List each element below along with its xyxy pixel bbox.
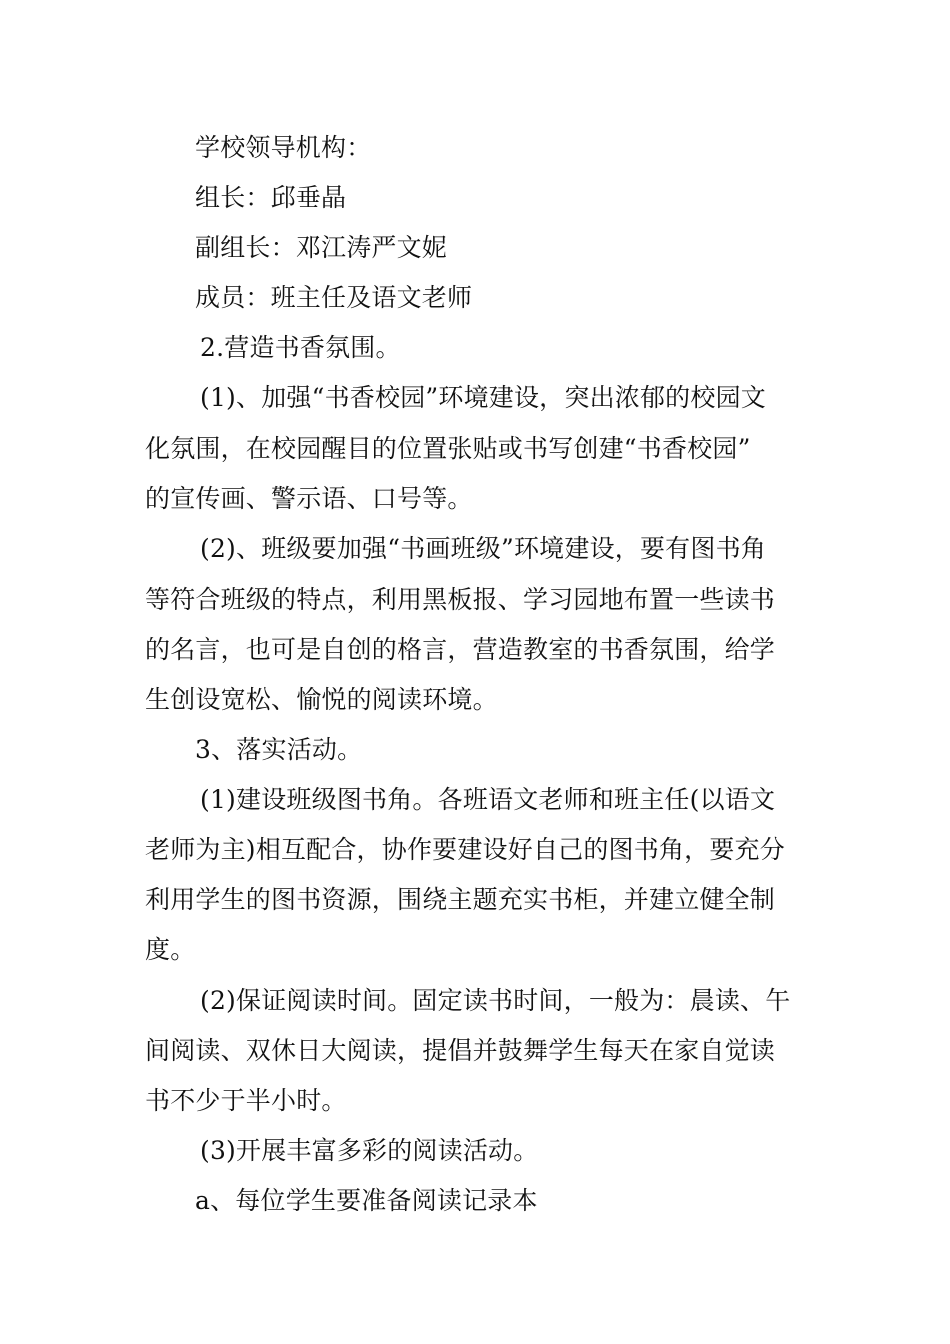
text-line: (1)、加强“书香校园”环境建设，突出浓郁的校园文 xyxy=(200,383,766,412)
text-line: 组长：邱垂晶 xyxy=(195,183,347,212)
text-line: 书不少于半小时。 xyxy=(145,1086,347,1115)
text-line: (2)、班级要加强“书画班级”环境建设，要有图书角 xyxy=(200,534,766,563)
text-line: 生创设宽松、愉悦的阅读环境。 xyxy=(145,685,498,714)
section-heading: 3、落实活动。 xyxy=(195,735,363,764)
text-line: (2)保证阅读时间。固定读书时间，一般为：晨读、午 xyxy=(200,986,791,1015)
text-line: 成员：班主任及语文老师 xyxy=(195,283,473,312)
text-line: 老师为主)相互配合，协作要建设好自己的图书角，要充分 xyxy=(145,835,785,864)
text-line: 的名言，也可是自创的格言，营造教室的书香氛围，给学 xyxy=(145,635,776,664)
text-line: 等符合班级的特点，利用黑板报、学习园地布置一些读书 xyxy=(145,585,776,614)
text-line: (3)开展丰富多彩的阅读活动。 xyxy=(200,1136,539,1165)
text-line: 副组长：邓江涛严文妮 xyxy=(195,233,448,262)
text-line: (1)建设班级图书角。各班语文老师和班主任(以语文 xyxy=(200,785,776,814)
section-heading: 2.营造书香氛围。 xyxy=(200,333,401,362)
text-line: 的宣传画、警示语、口号等。 xyxy=(145,484,473,513)
text-line: 学校领导机构： xyxy=(195,133,372,162)
text-line: 化氛围，在校园醒目的位置张贴或书写创建“书香校园” xyxy=(145,434,751,463)
text-line: 利用学生的图书资源，围绕主题充实书柜，并建立健全制 xyxy=(145,885,776,914)
text-line: 度。 xyxy=(145,935,196,964)
text-line: 间阅读、双休日大阅读，提倡并鼓舞学生每天在家自觉读 xyxy=(145,1036,776,1065)
text-line: a、每位学生要准备阅读记录本 xyxy=(195,1186,538,1215)
